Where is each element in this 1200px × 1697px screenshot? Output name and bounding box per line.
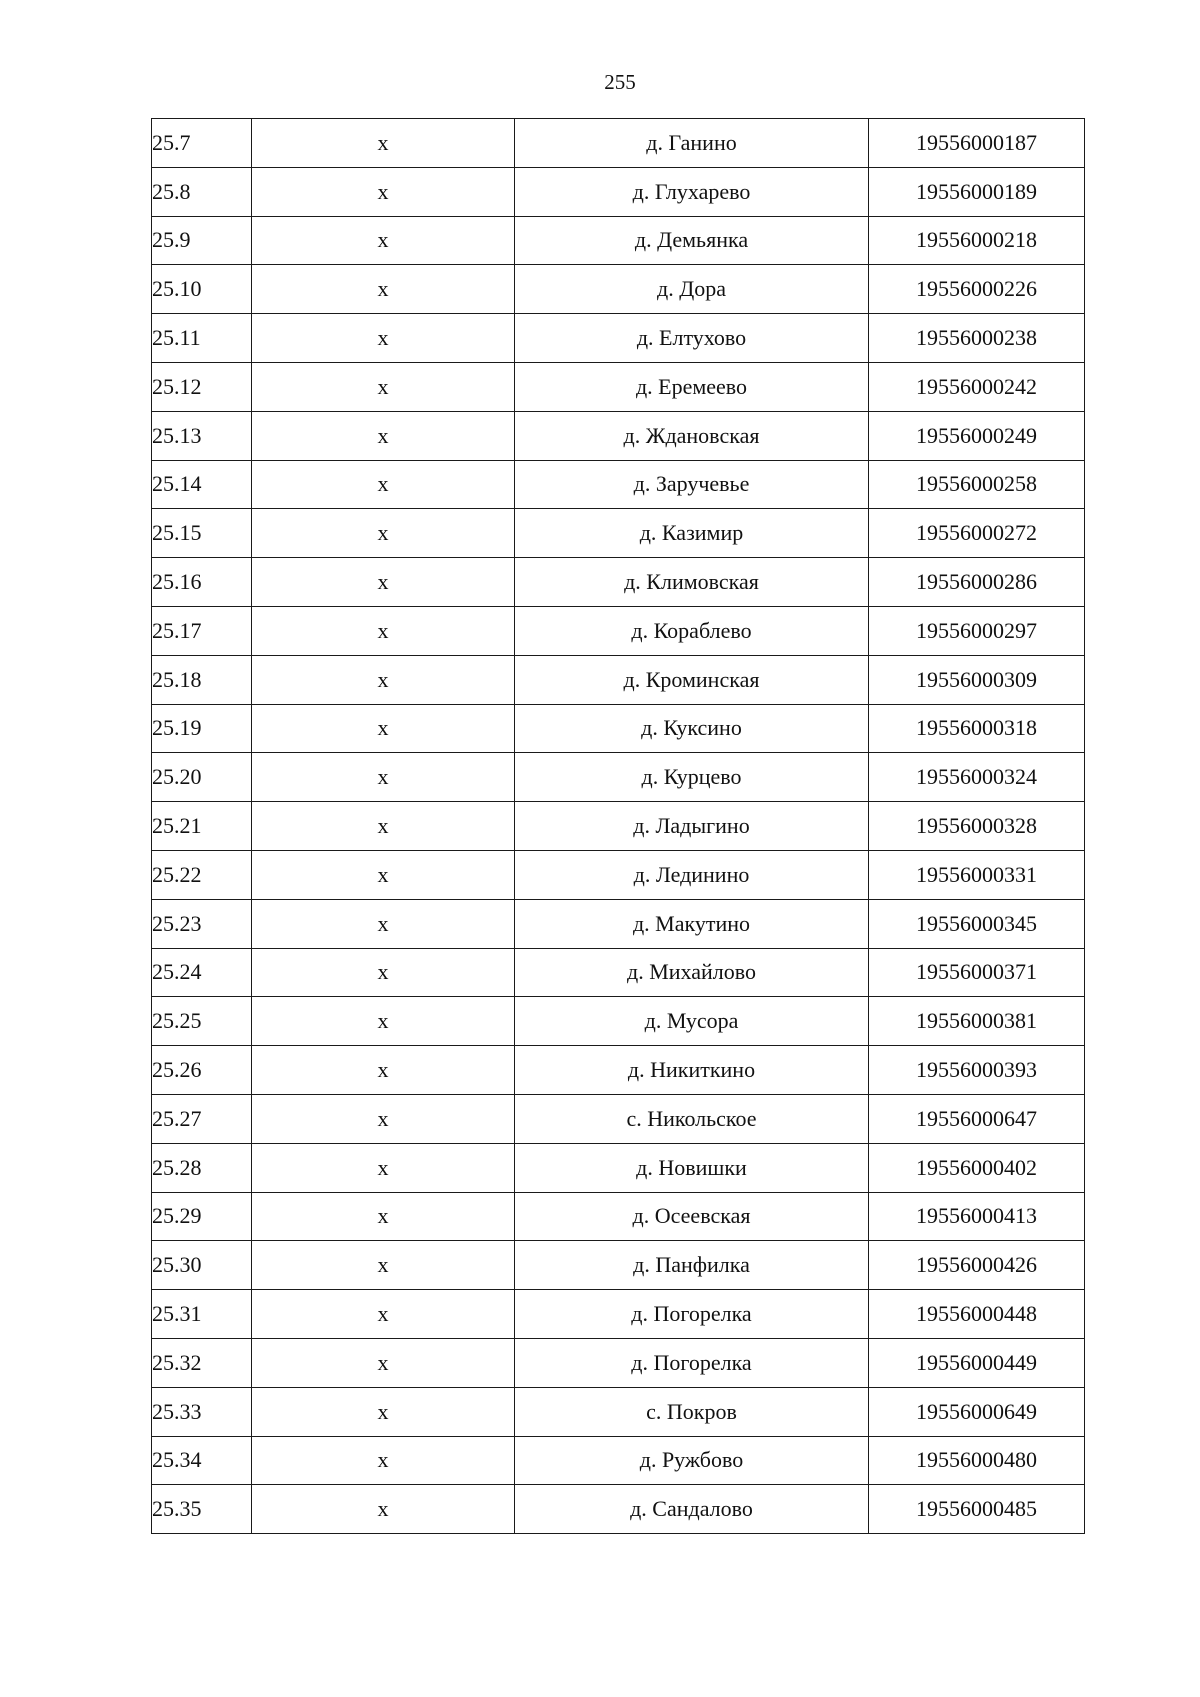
mark-cell: х xyxy=(252,606,515,655)
settlement-name-cell: с. Покров xyxy=(515,1387,869,1436)
settlement-name-cell: д. Новишки xyxy=(515,1143,869,1192)
oktmo-code-cell: 19556000272 xyxy=(869,509,1085,558)
table-row xyxy=(152,1290,1085,1339)
table-body xyxy=(152,119,1085,1534)
oktmo-code-cell: 19556000258 xyxy=(869,460,1085,509)
settlement-name-cell: д. Мусора xyxy=(515,997,869,1046)
row-number-cell: 25.24 xyxy=(152,948,252,997)
settlement-name-cell: д. Михайлово xyxy=(515,948,869,997)
table-row xyxy=(152,606,1085,655)
row-number-cell: 25.23 xyxy=(152,899,252,948)
table-row xyxy=(152,509,1085,558)
mark-cell: х xyxy=(252,411,515,460)
table-row xyxy=(152,411,1085,460)
oktmo-code-cell: 19556000649 xyxy=(869,1387,1085,1436)
oktmo-code-cell: 19556000218 xyxy=(869,216,1085,265)
row-number-cell: 25.20 xyxy=(152,753,252,802)
table-row xyxy=(152,119,1085,168)
table-row xyxy=(152,558,1085,607)
settlement-name-cell: д. Ладыгино xyxy=(515,802,869,851)
oktmo-code-cell: 19556000448 xyxy=(869,1290,1085,1339)
mark-cell: х xyxy=(252,509,515,558)
mark-cell: х xyxy=(252,1338,515,1387)
settlement-name-cell: д. Демьянка xyxy=(515,216,869,265)
mark-cell: х xyxy=(252,655,515,704)
table-row xyxy=(152,216,1085,265)
oktmo-code-cell: 19556000371 xyxy=(869,948,1085,997)
row-number-cell: 25.16 xyxy=(152,558,252,607)
row-number-cell: 25.17 xyxy=(152,606,252,655)
oktmo-code-cell: 19556000480 xyxy=(869,1436,1085,1485)
row-number-cell: 25.25 xyxy=(152,997,252,1046)
mark-cell: х xyxy=(252,997,515,1046)
mark-cell: х xyxy=(252,314,515,363)
table-row xyxy=(152,1143,1085,1192)
oktmo-code-cell: 19556000286 xyxy=(869,558,1085,607)
page-number: 255 xyxy=(604,70,636,94)
oktmo-code-cell: 19556000402 xyxy=(869,1143,1085,1192)
oktmo-code-cell: 19556000413 xyxy=(869,1192,1085,1241)
mark-cell: х xyxy=(252,899,515,948)
oktmo-code-cell: 19556000485 xyxy=(869,1485,1085,1534)
table-row xyxy=(152,1094,1085,1143)
settlement-name-cell: д. Куксино xyxy=(515,704,869,753)
oktmo-code-cell: 19556000426 xyxy=(869,1241,1085,1290)
row-number-cell: 25.13 xyxy=(152,411,252,460)
settlement-name-cell: д. Климовская xyxy=(515,558,869,607)
oktmo-code-cell: 19556000393 xyxy=(869,1046,1085,1095)
table-row xyxy=(152,1046,1085,1095)
table-row xyxy=(152,704,1085,753)
row-number-cell: 25.21 xyxy=(152,802,252,851)
row-number-cell: 25.30 xyxy=(152,1241,252,1290)
settlement-name-cell: д. Никиткино xyxy=(515,1046,869,1095)
oktmo-code-cell: 19556000328 xyxy=(869,802,1085,851)
table-row xyxy=(152,1387,1085,1436)
settlement-name-cell: д. Погорелка xyxy=(515,1338,869,1387)
oktmo-code-cell: 19556000381 xyxy=(869,997,1085,1046)
row-number-cell: 25.22 xyxy=(152,850,252,899)
settlement-name-cell: д. Ружбово xyxy=(515,1436,869,1485)
mark-cell: х xyxy=(252,119,515,168)
table-row xyxy=(152,655,1085,704)
row-number-cell: 25.10 xyxy=(152,265,252,314)
oktmo-code-cell: 19556000647 xyxy=(869,1094,1085,1143)
settlement-name-cell: д. Кораблево xyxy=(515,606,869,655)
mark-cell: х xyxy=(252,1046,515,1095)
oktmo-code-cell: 19556000189 xyxy=(869,167,1085,216)
table-row xyxy=(152,850,1085,899)
oktmo-code-cell: 19556000345 xyxy=(869,899,1085,948)
table-row xyxy=(152,1192,1085,1241)
mark-cell: х xyxy=(252,1094,515,1143)
settlement-name-cell: д. Заручевье xyxy=(515,460,869,509)
settlement-name-cell: д. Осеевская xyxy=(515,1192,869,1241)
row-number-cell: 25.34 xyxy=(152,1436,252,1485)
row-number-cell: 25.29 xyxy=(152,1192,252,1241)
oktmo-code-cell: 19556000297 xyxy=(869,606,1085,655)
table-row xyxy=(152,1338,1085,1387)
oktmo-code-cell: 19556000187 xyxy=(869,119,1085,168)
mark-cell: х xyxy=(252,1192,515,1241)
settlement-name-cell: д. Курцево xyxy=(515,753,869,802)
table-row xyxy=(152,460,1085,509)
row-number-cell: 25.28 xyxy=(152,1143,252,1192)
mark-cell: х xyxy=(252,362,515,411)
mark-cell: х xyxy=(252,1290,515,1339)
row-number-cell: 25.14 xyxy=(152,460,252,509)
settlement-name-cell: с. Никольское xyxy=(515,1094,869,1143)
oktmo-code-cell: 19556000238 xyxy=(869,314,1085,363)
mark-cell: х xyxy=(252,1436,515,1485)
table-row xyxy=(152,1436,1085,1485)
settlement-name-cell: д. Макутино xyxy=(515,899,869,948)
row-number-cell: 25.32 xyxy=(152,1338,252,1387)
row-number-cell: 25.15 xyxy=(152,509,252,558)
row-number-cell: 25.31 xyxy=(152,1290,252,1339)
row-number-cell: 25.11 xyxy=(152,314,252,363)
oktmo-code-cell: 19556000226 xyxy=(869,265,1085,314)
row-number-cell: 25.12 xyxy=(152,362,252,411)
settlement-name-cell: д. Кроминская xyxy=(515,655,869,704)
table-row xyxy=(152,753,1085,802)
settlement-name-cell: д. Ждановская xyxy=(515,411,869,460)
settlement-name-cell: д. Дора xyxy=(515,265,869,314)
settlement-name-cell: д. Лединино xyxy=(515,850,869,899)
row-number-cell: 25.7 xyxy=(152,119,252,168)
oktmo-code-cell: 19556000242 xyxy=(869,362,1085,411)
mark-cell: х xyxy=(252,850,515,899)
row-number-cell: 25.27 xyxy=(152,1094,252,1143)
mark-cell: х xyxy=(252,167,515,216)
table-row xyxy=(152,899,1085,948)
settlement-name-cell: д. Погорелка xyxy=(515,1290,869,1339)
mark-cell: х xyxy=(252,1241,515,1290)
table-row xyxy=(152,362,1085,411)
oktmo-code-cell: 19556000331 xyxy=(869,850,1085,899)
settlements-table xyxy=(151,118,1085,1534)
mark-cell: х xyxy=(252,753,515,802)
settlement-name-cell: д. Елтухово xyxy=(515,314,869,363)
table-row xyxy=(152,802,1085,851)
oktmo-code-cell: 19556000318 xyxy=(869,704,1085,753)
table-row xyxy=(152,1485,1085,1534)
oktmo-code-cell: 19556000449 xyxy=(869,1338,1085,1387)
mark-cell: х xyxy=(252,460,515,509)
oktmo-code-cell: 19556000249 xyxy=(869,411,1085,460)
settlement-name-cell: д. Ганино xyxy=(515,119,869,168)
mark-cell: х xyxy=(252,265,515,314)
mark-cell: х xyxy=(252,1143,515,1192)
settlement-name-cell: д. Еремеево xyxy=(515,362,869,411)
mark-cell: х xyxy=(252,704,515,753)
settlement-name-cell: д. Сандалово xyxy=(515,1485,869,1534)
table-row xyxy=(152,948,1085,997)
settlement-name-cell: д. Панфилка xyxy=(515,1241,869,1290)
mark-cell: х xyxy=(252,1485,515,1534)
row-number-cell: 25.33 xyxy=(152,1387,252,1436)
mark-cell: х xyxy=(252,1387,515,1436)
row-number-cell: 25.18 xyxy=(152,655,252,704)
table-row xyxy=(152,167,1085,216)
mark-cell: х xyxy=(252,802,515,851)
mark-cell: х xyxy=(252,948,515,997)
row-number-cell: 25.35 xyxy=(152,1485,252,1534)
table-row xyxy=(152,997,1085,1046)
oktmo-code-cell: 19556000324 xyxy=(869,753,1085,802)
table-row xyxy=(152,1241,1085,1290)
row-number-cell: 25.9 xyxy=(152,216,252,265)
oktmo-code-cell: 19556000309 xyxy=(869,655,1085,704)
table-row xyxy=(152,265,1085,314)
settlement-name-cell: д. Глухарево xyxy=(515,167,869,216)
mark-cell: х xyxy=(252,216,515,265)
table-row xyxy=(152,314,1085,363)
settlement-name-cell: д. Казимир xyxy=(515,509,869,558)
row-number-cell: 25.26 xyxy=(152,1046,252,1095)
row-number-cell: 25.19 xyxy=(152,704,252,753)
row-number-cell: 25.8 xyxy=(152,167,252,216)
mark-cell: х xyxy=(252,558,515,607)
